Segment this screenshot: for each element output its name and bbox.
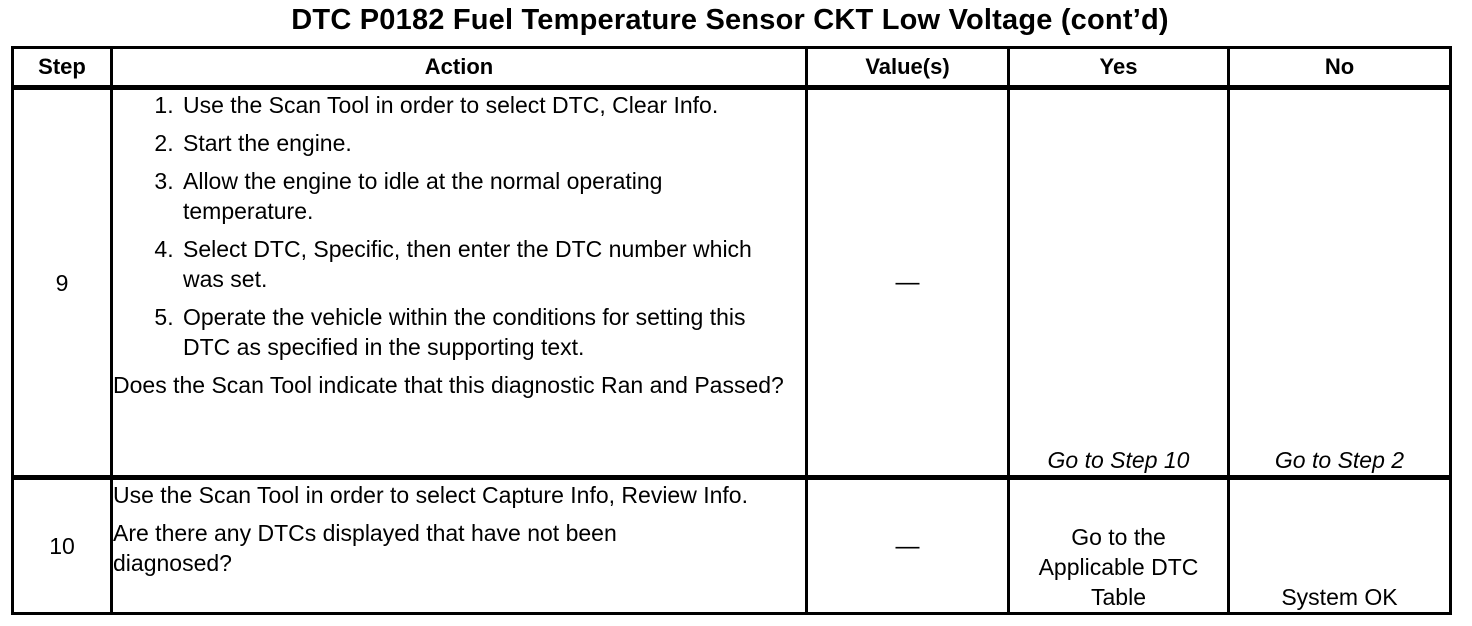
step-number: 10 (13, 478, 112, 614)
action-step: 3. Allow the engine to idle at the normal operating temperature. (180, 166, 763, 226)
column-header-no: No (1229, 48, 1451, 88)
action-cell (112, 88, 807, 478)
action-step: 2. Start the engine. (180, 128, 805, 158)
yes-result: Go to the Applicable DTC Table (1038, 524, 1199, 610)
action-question: Are there any DTCs displayed that have not been diagnosed? (113, 520, 617, 576)
column-header-yes: Yes (1009, 48, 1229, 88)
no-result: System OK (1281, 584, 1398, 610)
yes-cell (1009, 478, 1229, 614)
column-header-action: Action (112, 48, 807, 88)
column-header-step: Step (13, 48, 112, 88)
value-cell (807, 88, 1009, 478)
action-instruction: Use the Scan Tool in order to select Capture Info, Review Info. (113, 482, 748, 508)
yes-goto-link: Go to Step 10 (1047, 447, 1190, 473)
action-step: 4. Select DTC, Specific, then enter the DTC number which was set. (180, 234, 773, 294)
table-row (13, 88, 1451, 478)
action-cell (112, 478, 807, 614)
table-row (13, 478, 1451, 614)
header-row (13, 48, 1451, 88)
no-cell (1229, 478, 1451, 614)
diagnostic-table (11, 46, 1452, 615)
value-cell (807, 478, 1009, 614)
action-step: 5. Operate the vehicle within the conditions for setting this DTC as specified in the supporting text. (180, 302, 793, 362)
column-header-values: Value(s) (807, 48, 1009, 88)
value-dash: — (895, 269, 920, 296)
action-question: Does the Scan Tool indicate that this diagnostic Ran and Passed? (113, 372, 784, 398)
action-step: 1. Use the Scan Tool in order to select DTC, Clear Info. (180, 90, 743, 120)
no-cell (1229, 88, 1451, 478)
action-step-list (113, 90, 805, 362)
page-title: DTC P0182 Fuel Temperature Sensor CKT Low Voltage (cont’d) (291, 4, 1169, 36)
no-goto-link: Go to Step 2 (1274, 447, 1405, 473)
value-dash: — (895, 532, 920, 560)
yes-cell (1009, 88, 1229, 478)
step-number: 9 (13, 88, 112, 478)
